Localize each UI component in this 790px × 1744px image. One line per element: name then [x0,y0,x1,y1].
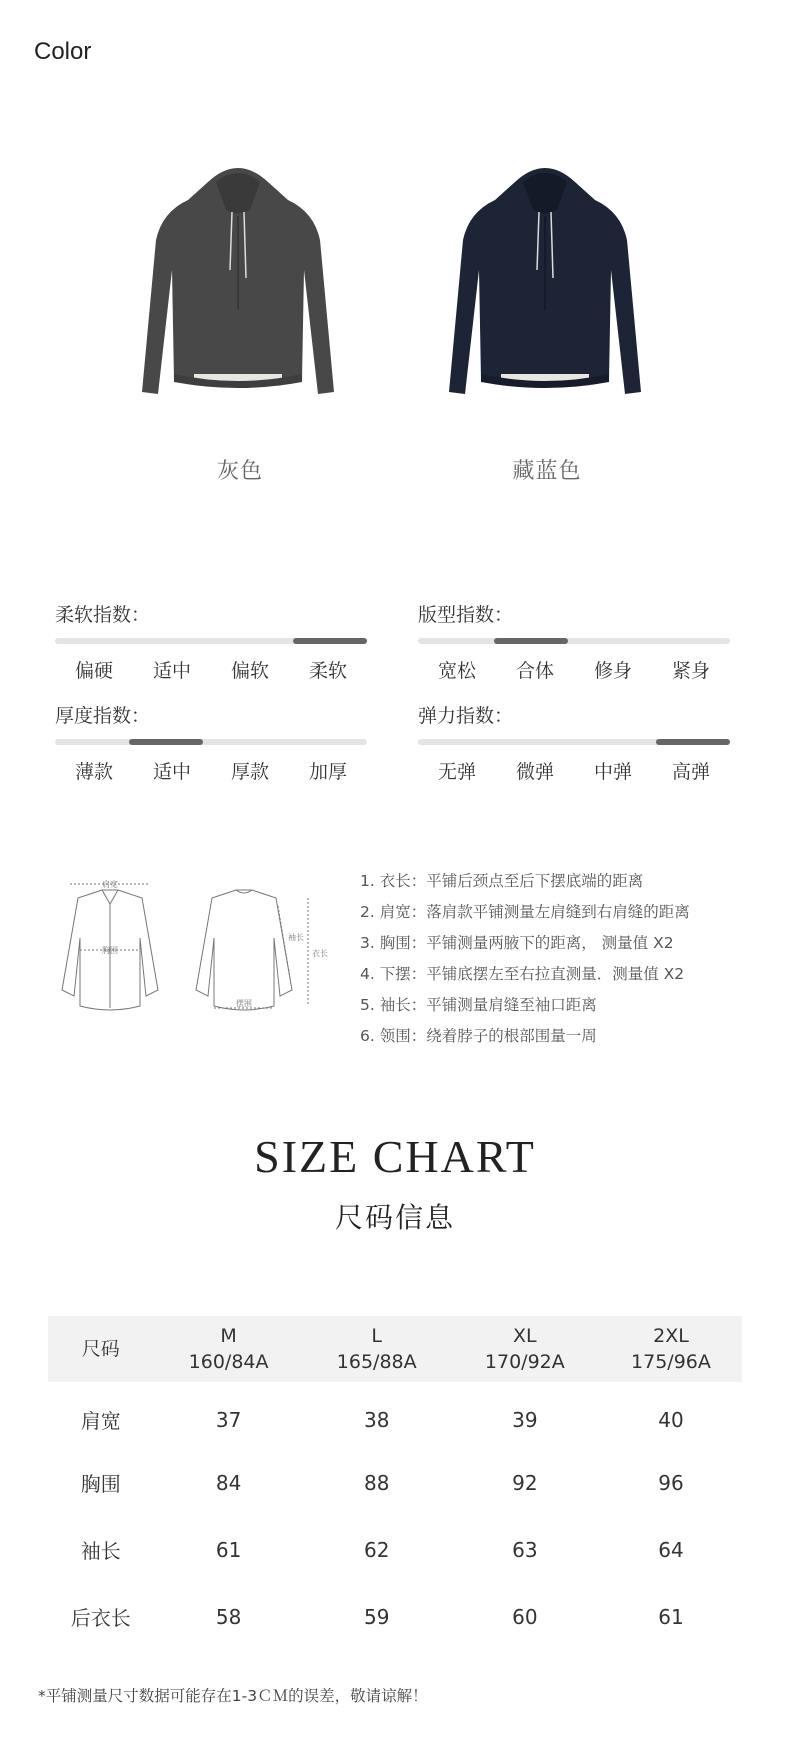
elasticity-index [418,703,730,784]
diagram-label-length: 衣长 [312,949,328,958]
color-label-gray: 灰色 [216,459,263,484]
index-indicator [129,739,203,745]
table-cell: 58 [215,1604,242,1629]
measurement-note: 1. 衣长：平铺后颈点至后下摆底端的距离 [360,872,644,890]
index-option: 微弹 [515,761,554,783]
index-option: 适中 [152,660,191,682]
measurement-note: 4. 下摆：平铺底摆左至右拉直测量．测量值 X2 [360,965,685,983]
table-cell: 61 [215,1537,242,1562]
size-chart-title: SIZE CHART [254,1131,536,1182]
table-cell: 59 [363,1604,390,1629]
index-title: 柔软指数： [55,604,151,626]
table-cell: 96 [658,1470,684,1495]
fit-index [418,602,730,683]
row-label: 后衣长 [70,1606,131,1630]
table-cell: 62 [363,1537,390,1562]
table-cell: 64 [658,1537,684,1562]
row-label: 肩宽 [80,1409,121,1433]
size-spec: 165/88A [336,1351,417,1373]
diagram-label-sleeve: 袖长 [288,933,304,942]
hoodie-navy-illustration [445,160,645,430]
index-option: 中弹 [593,761,632,783]
measurement-notes [360,866,690,1052]
table-cell: 92 [512,1470,538,1495]
index-indicator [494,638,568,644]
measurement-note: 6. 领围：绕着脖子的根部围量一周 [360,1027,597,1045]
index-option: 厚款 [230,761,269,783]
measurement-note: 5. 袖长：平铺测量肩缝至袖口距离 [360,996,597,1014]
row-label: 袖长 [80,1539,121,1563]
index-track [55,739,367,745]
index-track [418,638,730,644]
table-cell: 60 [512,1604,538,1629]
row-label: 胸围 [80,1472,121,1496]
diagram-label-shoulder: 肩宽 [102,880,118,889]
table-row [48,1382,742,1449]
table-row [48,1583,742,1650]
softness-index [55,602,367,683]
table-cell: 61 [658,1604,684,1629]
size-name: 2XL [653,1325,689,1347]
index-option: 加厚 [308,761,347,783]
table-cell: 63 [512,1537,538,1562]
table-cell: 40 [658,1407,684,1432]
size-header-cell [450,1316,600,1382]
index-option: 薄款 [74,761,113,783]
size-name: M [220,1325,237,1347]
size-name: L [371,1325,383,1347]
diagram-label-hem: 摆围 [236,999,252,1008]
size-header-cell [154,1316,304,1382]
color-label-navy: 藏蓝色 [512,459,582,484]
index-option: 无弹 [437,761,476,783]
index-title: 厚度指数： [55,705,151,727]
table-cell: 84 [215,1470,242,1495]
size-name: XL [513,1325,537,1347]
size-header-label: 尺码 [81,1338,120,1360]
measurement-diagram [46,878,330,1018]
table-cell: 38 [363,1407,390,1432]
table-row [48,1449,742,1516]
index-option: 宽松 [437,660,476,682]
size-spec: 175/96A [631,1351,711,1373]
measurement-note: 2. 肩宽：落肩款平铺测量左肩缝到右肩缝的距离 [360,903,690,921]
index-indicator [656,739,730,745]
index-title: 弹力指数： [418,705,514,727]
size-spec: 160/84A [188,1351,269,1373]
index-option: 适中 [152,761,191,783]
diagram-label-chest: 胸围 [102,946,118,955]
index-title: 版型指数： [418,604,514,626]
index-indicator [293,638,367,644]
measurement-note: 3. 胸围：平铺测量两腋下的距离， 测量值 X2 [360,934,674,952]
table-row [48,1516,742,1583]
index-option: 修身 [593,660,632,682]
index-option: 高弹 [671,761,710,783]
index-option: 合体 [515,660,554,682]
measurement-disclaimer: *平铺测量尺寸数据可能存在1-3ＣＭ的误差，敬请谅解！ [38,1687,428,1705]
size-header-row [48,1316,742,1382]
size-spec: 170/92A [484,1351,565,1373]
index-option: 紧身 [671,660,710,682]
index-option: 柔软 [308,660,347,682]
table-cell: 88 [363,1470,390,1495]
size-header-cell [304,1316,450,1382]
table-cell: 39 [512,1407,538,1432]
product-image-gray[interactable] [138,160,338,430]
index-track [55,638,367,644]
thickness-index [55,703,367,784]
product-image-navy[interactable] [445,160,645,430]
index-option: 偏软 [230,660,269,682]
index-option: 偏硬 [74,660,113,682]
size-chart-table [48,1316,742,1650]
table-cell: 37 [215,1407,242,1432]
size-chart-subtitle: 尺码信息 [334,1201,455,1234]
size-header-cell [600,1316,742,1382]
index-track [418,739,730,745]
color-section-title: Color [34,38,92,65]
hoodie-gray-illustration [138,160,338,430]
